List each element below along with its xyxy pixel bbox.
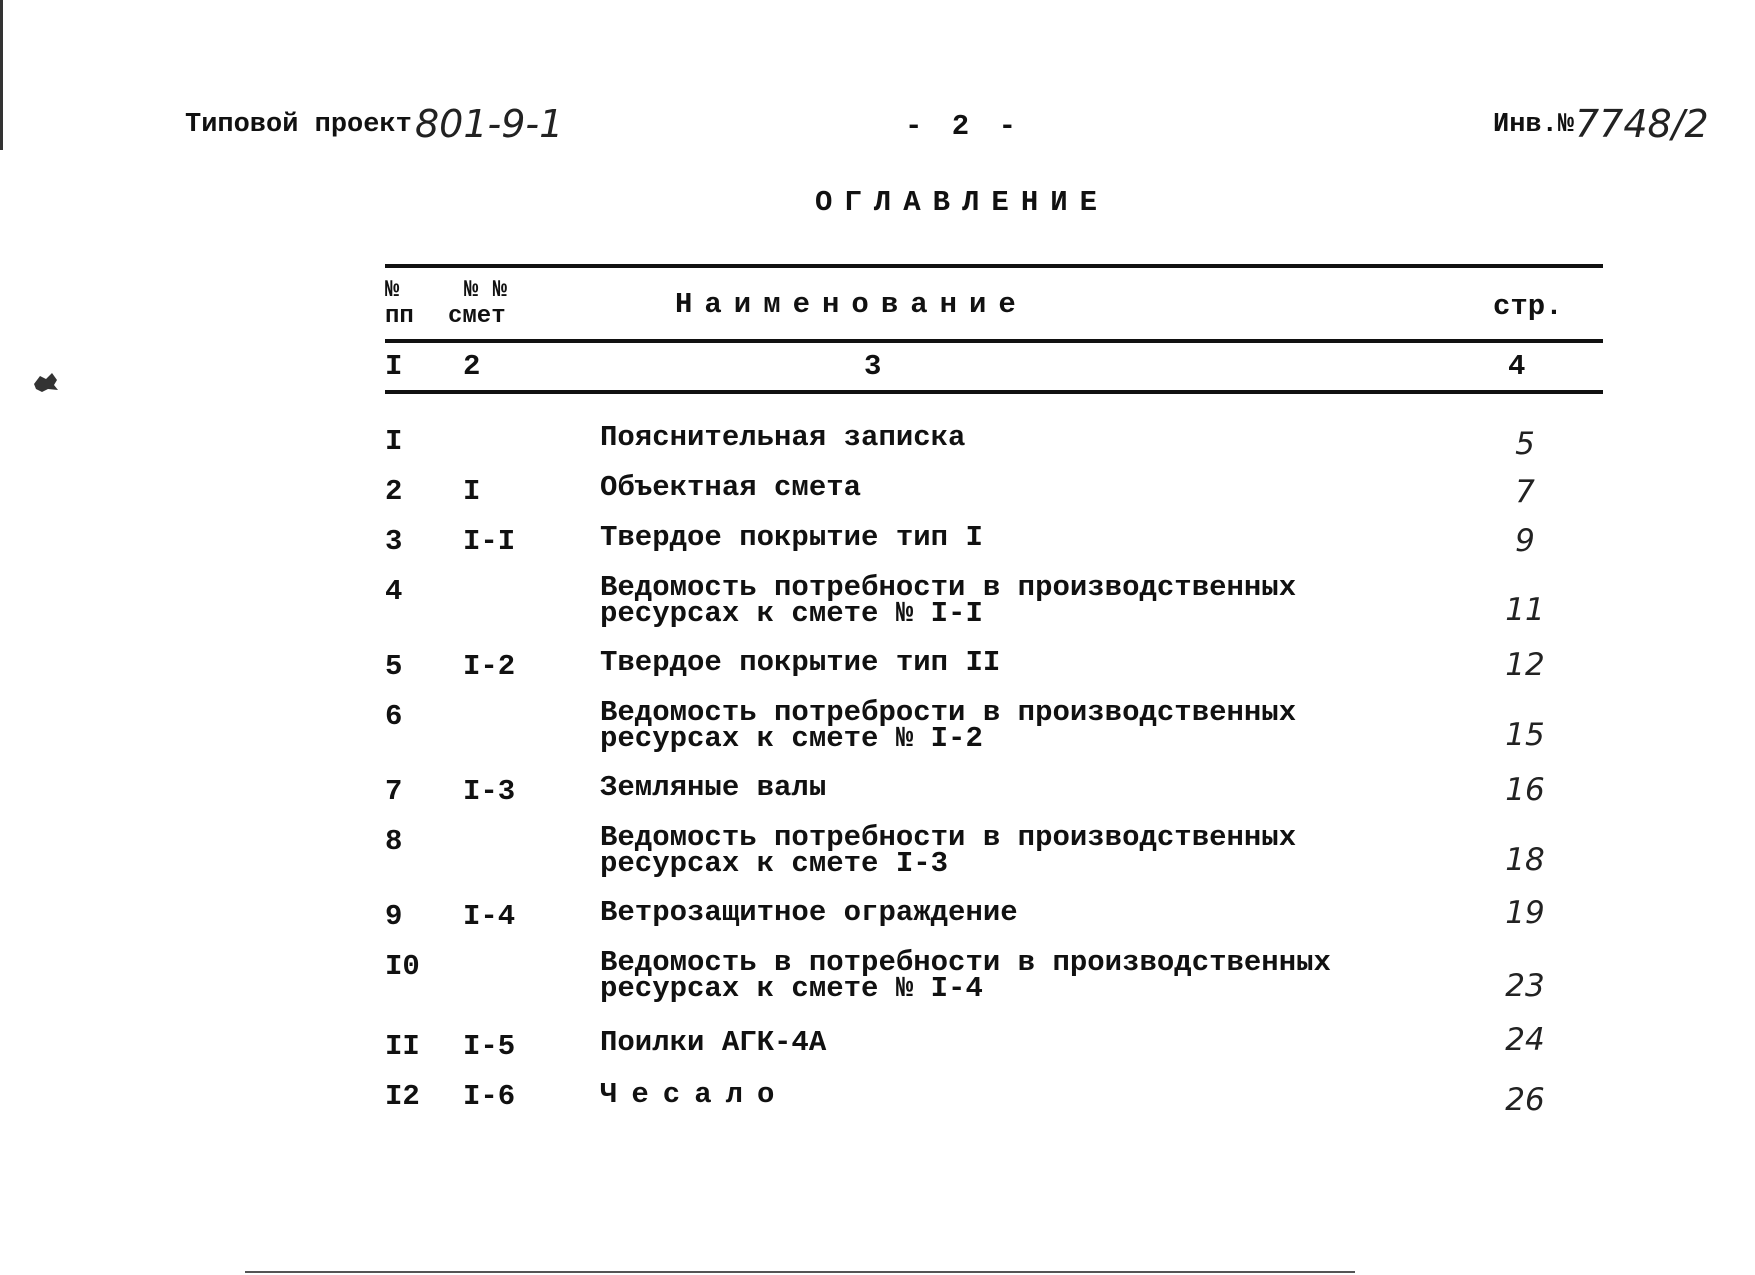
column-number-4: 4 [1508, 350, 1526, 383]
row-page: 19 [1505, 895, 1545, 931]
column-header-estimate: № № смет [448, 277, 508, 330]
row-estimate: I-3 [463, 775, 516, 808]
column-number-3: 3 [864, 350, 882, 383]
row-name: Поилки АГК-4А [600, 1026, 827, 1059]
row-number: II [385, 1030, 420, 1063]
row-number: 9 [385, 900, 403, 933]
column-header-page: стр. [1493, 290, 1563, 323]
page-number: - 2 - [905, 110, 1023, 143]
project-number: 801-9-1 [415, 102, 564, 146]
row-number: 2 [385, 475, 403, 508]
row-number: 3 [385, 525, 403, 558]
row-name: Ведомость в потребности в производственных ресурсах к смете № I-4 [600, 946, 1331, 1005]
row-estimate: I-5 [463, 1030, 516, 1063]
row-page: 15 [1505, 717, 1545, 753]
row-estimate: I-4 [463, 900, 516, 933]
table-top-rule [385, 264, 1603, 268]
column-number-1: I [385, 350, 403, 383]
ink-blot-icon [30, 370, 60, 394]
page-title: ОГЛАВЛЕНИЕ [815, 186, 1110, 219]
row-name: Чесало [600, 1078, 789, 1111]
row-number: 6 [385, 700, 403, 733]
row-name: Ведомость потребрости в производственных ресурсах к смете № I-2 [600, 696, 1297, 755]
row-estimate: I-6 [463, 1080, 516, 1113]
row-page: 24 [1505, 1022, 1545, 1058]
row-estimate: I [463, 475, 481, 508]
row-page: 11 [1505, 592, 1545, 628]
row-number: I2 [385, 1080, 420, 1113]
row-number: I0 [385, 950, 420, 983]
table-numbers-rule [385, 390, 1603, 394]
inv-number: 7748/2 [1575, 102, 1709, 146]
row-estimate: I-2 [463, 650, 516, 683]
row-name: Твердое покрытие тип I [600, 521, 983, 554]
row-page: 23 [1505, 968, 1545, 1004]
table-header-rule [385, 339, 1603, 343]
row-name: Твердое покрытие тип II [600, 646, 1001, 679]
row-name: Ведомость потребности в производственных ресурсах к смете I-3 [600, 821, 1297, 880]
row-number: 4 [385, 575, 403, 608]
row-name: Ведомость потребности в производственных ресурсах к смете № I-I [600, 571, 1297, 630]
row-page: 12 [1505, 647, 1545, 683]
row-page: 26 [1505, 1082, 1545, 1118]
scan-edge-bottom [245, 1271, 1355, 1273]
scan-edge-left [0, 0, 3, 150]
row-page: 7 [1515, 474, 1535, 510]
row-name: Земляные валы [600, 771, 827, 804]
column-header-name: Наименование [675, 288, 1028, 321]
row-number: 5 [385, 650, 403, 683]
project-label: Типовой проект [185, 110, 412, 140]
row-page: 5 [1515, 426, 1535, 462]
row-name: Пояснительная записка [600, 421, 966, 454]
column-number-2: 2 [463, 350, 481, 383]
row-page: 18 [1505, 842, 1545, 878]
row-page: 16 [1505, 772, 1545, 808]
row-number: 7 [385, 775, 403, 808]
row-name: Объектная смета [600, 471, 862, 504]
row-estimate: I-I [463, 525, 516, 558]
row-page: 9 [1515, 523, 1535, 559]
row-name: Ветрозащитное ограждение [600, 896, 1018, 929]
inv-label: Инв.№ [1493, 110, 1575, 140]
column-header-num: № пп [385, 277, 414, 330]
row-number: I [385, 425, 403, 458]
row-number: 8 [385, 825, 403, 858]
